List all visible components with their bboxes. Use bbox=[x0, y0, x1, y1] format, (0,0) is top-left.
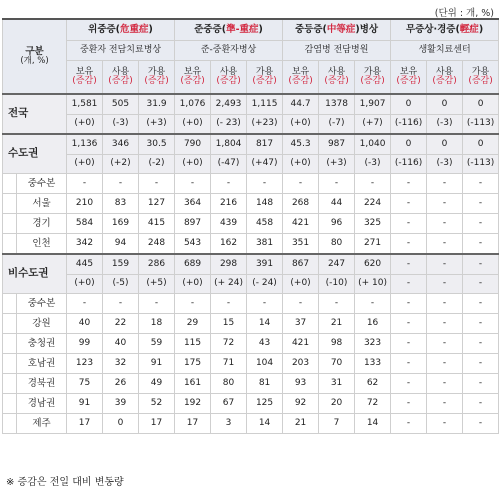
value-cell: 216 bbox=[211, 194, 247, 214]
table-row bbox=[3, 214, 499, 234]
value-cell: - bbox=[247, 294, 283, 314]
value-cell: 439 bbox=[211, 214, 247, 234]
value-cell: 30.5 bbox=[139, 134, 175, 155]
value-cell: 1,115 bbox=[247, 94, 283, 115]
row-label: 호남권 bbox=[17, 354, 67, 374]
table-row bbox=[3, 234, 499, 255]
value-cell: - bbox=[463, 294, 499, 314]
value-cell: - bbox=[463, 254, 499, 275]
table-row bbox=[3, 134, 499, 155]
value-cell: 96 bbox=[319, 214, 355, 234]
value-cell: - bbox=[319, 294, 355, 314]
value-cell: 7 bbox=[319, 414, 355, 434]
value-cell: - bbox=[463, 394, 499, 414]
value-cell: - bbox=[355, 294, 391, 314]
delta-cell: (- 24) bbox=[247, 275, 283, 294]
value-cell: - bbox=[427, 214, 463, 234]
indent-cell bbox=[3, 234, 17, 255]
delta-cell: - bbox=[391, 275, 427, 294]
delta-cell: (+0) bbox=[67, 275, 103, 294]
header-gubun: 구분 (개, %) bbox=[3, 19, 67, 94]
delta-cell: (+0) bbox=[283, 155, 319, 174]
value-cell: 72 bbox=[355, 394, 391, 414]
value-cell: - bbox=[391, 214, 427, 234]
row-label: 수도권 bbox=[3, 134, 67, 174]
header-col-in-use: 사용 (증감) bbox=[211, 61, 247, 95]
value-cell: - bbox=[175, 174, 211, 194]
delta-cell: (-5) bbox=[103, 275, 139, 294]
value-cell: - bbox=[391, 234, 427, 255]
indent-cell bbox=[3, 174, 17, 194]
value-cell: 67 bbox=[211, 394, 247, 414]
value-cell: 115 bbox=[175, 334, 211, 354]
value-cell: - bbox=[391, 314, 427, 334]
value-cell: - bbox=[427, 394, 463, 414]
delta-cell: (+47) bbox=[247, 155, 283, 174]
value-cell: - bbox=[139, 174, 175, 194]
value-cell: 80 bbox=[211, 374, 247, 394]
header-subtitle-moderate: 감염병 전담병원 bbox=[283, 41, 391, 61]
table-row bbox=[3, 334, 499, 354]
value-cell: 0 bbox=[463, 134, 499, 155]
value-cell: 104 bbox=[247, 354, 283, 374]
value-cell: - bbox=[427, 254, 463, 275]
value-cell: 790 bbox=[175, 134, 211, 155]
value-cell: - bbox=[391, 374, 427, 394]
delta-cell: (+0) bbox=[175, 275, 211, 294]
value-cell: - bbox=[67, 174, 103, 194]
value-cell: 26 bbox=[103, 374, 139, 394]
value-cell: - bbox=[427, 314, 463, 334]
value-cell: 99 bbox=[67, 334, 103, 354]
value-cell: 445 bbox=[67, 254, 103, 275]
value-cell: 584 bbox=[67, 214, 103, 234]
value-cell: 421 bbox=[283, 214, 319, 234]
table-row bbox=[3, 354, 499, 374]
value-cell: - bbox=[463, 234, 499, 255]
header-col-holding: 보유 (증감) bbox=[67, 61, 103, 95]
indent-cell bbox=[3, 354, 17, 374]
value-cell: 83 bbox=[103, 194, 139, 214]
delta-cell: - bbox=[463, 275, 499, 294]
delta-cell: (-47) bbox=[211, 155, 247, 174]
table-row bbox=[3, 94, 499, 115]
value-cell: - bbox=[463, 414, 499, 434]
table-row bbox=[3, 194, 499, 214]
value-cell: - bbox=[391, 394, 427, 414]
value-cell: 133 bbox=[355, 354, 391, 374]
value-cell: 1,076 bbox=[175, 94, 211, 115]
row-label: 경북권 bbox=[17, 374, 67, 394]
value-cell: 817 bbox=[247, 134, 283, 155]
value-cell: - bbox=[463, 194, 499, 214]
value-cell: 159 bbox=[103, 254, 139, 275]
row-label: 중수본 bbox=[17, 174, 67, 194]
row-label: 경남권 bbox=[17, 394, 67, 414]
value-cell: 59 bbox=[139, 334, 175, 354]
value-cell: 0 bbox=[427, 134, 463, 155]
value-cell: 17 bbox=[139, 414, 175, 434]
delta-cell: (-113) bbox=[463, 115, 499, 135]
header-subtitle-semi-critical: 준-중환자병상 bbox=[175, 41, 283, 61]
delta-cell: (+5) bbox=[139, 275, 175, 294]
value-cell: - bbox=[391, 194, 427, 214]
delta-cell: (+0) bbox=[175, 115, 211, 135]
value-cell: 70 bbox=[319, 354, 355, 374]
header-col-in-use: 사용 (증감) bbox=[103, 61, 139, 95]
delta-cell: (+3) bbox=[319, 155, 355, 174]
row-label: 전국 bbox=[3, 94, 67, 134]
delta-cell: (-116) bbox=[391, 155, 427, 174]
value-cell: 92 bbox=[283, 394, 319, 414]
value-cell: 620 bbox=[355, 254, 391, 275]
value-cell: 458 bbox=[247, 214, 283, 234]
delta-row bbox=[3, 155, 499, 174]
value-cell: 0 bbox=[427, 94, 463, 115]
value-cell: - bbox=[211, 174, 247, 194]
value-cell: 391 bbox=[247, 254, 283, 275]
value-cell: - bbox=[139, 294, 175, 314]
table-row bbox=[3, 254, 499, 275]
value-cell: 17 bbox=[175, 414, 211, 434]
delta-cell: (+ 10) bbox=[355, 275, 391, 294]
value-cell: 342 bbox=[67, 234, 103, 255]
indent-cell bbox=[3, 294, 17, 314]
value-cell: 18 bbox=[139, 314, 175, 334]
delta-cell: (-2) bbox=[139, 155, 175, 174]
delta-cell: (+3) bbox=[139, 115, 175, 135]
delta-cell: (+0) bbox=[67, 155, 103, 174]
header-col-available: 가용 (증감) bbox=[355, 61, 391, 95]
value-cell: - bbox=[427, 354, 463, 374]
value-cell: 169 bbox=[103, 214, 139, 234]
value-cell: 20 bbox=[319, 394, 355, 414]
delta-cell: (- 23) bbox=[211, 115, 247, 135]
value-cell: 0 bbox=[103, 414, 139, 434]
delta-cell: (-116) bbox=[391, 115, 427, 135]
row-label: 제주 bbox=[17, 414, 67, 434]
value-cell: 415 bbox=[139, 214, 175, 234]
value-cell: 689 bbox=[175, 254, 211, 275]
value-cell: 1,040 bbox=[355, 134, 391, 155]
delta-row bbox=[3, 275, 499, 294]
value-cell: 14 bbox=[355, 414, 391, 434]
value-cell: 49 bbox=[139, 374, 175, 394]
value-cell: - bbox=[67, 294, 103, 314]
value-cell: 381 bbox=[247, 234, 283, 255]
table-row bbox=[3, 374, 499, 394]
header-col-available: 가용 (증감) bbox=[463, 61, 499, 95]
value-cell: 247 bbox=[319, 254, 355, 275]
header-col-holding: 보유 (증감) bbox=[391, 61, 427, 95]
value-cell: 98 bbox=[319, 334, 355, 354]
bed-status-table bbox=[2, 18, 498, 434]
header-category-moderate: 중등증(中等症)병상 bbox=[283, 19, 391, 41]
value-cell: 323 bbox=[355, 334, 391, 354]
value-cell: - bbox=[355, 174, 391, 194]
value-cell: 987 bbox=[319, 134, 355, 155]
header-subtitle-mild: 생활치료센터 bbox=[391, 41, 499, 61]
value-cell: 224 bbox=[355, 194, 391, 214]
value-cell: 248 bbox=[139, 234, 175, 255]
value-cell: 1,581 bbox=[67, 94, 103, 115]
value-cell: 0 bbox=[463, 94, 499, 115]
value-cell: 286 bbox=[139, 254, 175, 275]
value-cell: 505 bbox=[103, 94, 139, 115]
indent-cell bbox=[3, 394, 17, 414]
value-cell: - bbox=[427, 414, 463, 434]
value-cell: 162 bbox=[211, 234, 247, 255]
indent-cell bbox=[3, 414, 17, 434]
value-cell: 351 bbox=[283, 234, 319, 255]
delta-cell: (-3) bbox=[103, 115, 139, 135]
value-cell: - bbox=[427, 174, 463, 194]
value-cell: 1378 bbox=[319, 94, 355, 115]
value-cell: 52 bbox=[139, 394, 175, 414]
value-cell: 175 bbox=[175, 354, 211, 374]
value-cell: 298 bbox=[211, 254, 247, 275]
value-cell: 37 bbox=[283, 314, 319, 334]
table-row bbox=[3, 294, 499, 314]
value-cell: 125 bbox=[247, 394, 283, 414]
value-cell: 43 bbox=[247, 334, 283, 354]
delta-cell: (+23) bbox=[247, 115, 283, 135]
row-label: 중수본 bbox=[17, 294, 67, 314]
value-cell: 21 bbox=[319, 314, 355, 334]
value-cell: 0 bbox=[391, 134, 427, 155]
value-cell: 62 bbox=[355, 374, 391, 394]
value-cell: - bbox=[463, 354, 499, 374]
value-cell: - bbox=[463, 314, 499, 334]
footnote: ※ 증감은 전일 대비 변동량 bbox=[6, 477, 124, 488]
delta-cell: (+0) bbox=[283, 115, 319, 135]
delta-cell: (-10) bbox=[319, 275, 355, 294]
value-cell: 32 bbox=[103, 354, 139, 374]
header-col-in-use: 사용 (증감) bbox=[319, 61, 355, 95]
table-row bbox=[3, 174, 499, 194]
value-cell: - bbox=[427, 294, 463, 314]
value-cell: - bbox=[427, 194, 463, 214]
table-row bbox=[3, 394, 499, 414]
value-cell: 45.3 bbox=[283, 134, 319, 155]
value-cell: 421 bbox=[283, 334, 319, 354]
indent-cell bbox=[3, 194, 17, 214]
value-cell: - bbox=[247, 174, 283, 194]
value-cell: 71 bbox=[211, 354, 247, 374]
value-cell: - bbox=[391, 254, 427, 275]
value-cell: 44.7 bbox=[283, 94, 319, 115]
row-label: 충청권 bbox=[17, 334, 67, 354]
value-cell: - bbox=[103, 174, 139, 194]
header-subtitle-critical: 중환자 전담치료병상 bbox=[67, 41, 175, 61]
value-cell: - bbox=[463, 174, 499, 194]
header-col-holding: 보유 (증감) bbox=[175, 61, 211, 95]
delta-cell: (+0) bbox=[283, 275, 319, 294]
value-cell: 325 bbox=[355, 214, 391, 234]
value-cell: 364 bbox=[175, 194, 211, 214]
row-label: 비수도권 bbox=[3, 254, 67, 294]
delta-cell: (+0) bbox=[67, 115, 103, 135]
value-cell: 44 bbox=[319, 194, 355, 214]
value-cell: 91 bbox=[139, 354, 175, 374]
header-category-semi-critical: 준중증(準-重症) bbox=[175, 19, 283, 41]
value-cell: - bbox=[463, 334, 499, 354]
value-cell: 16 bbox=[355, 314, 391, 334]
value-cell: 81 bbox=[247, 374, 283, 394]
value-cell: 1,907 bbox=[355, 94, 391, 115]
value-cell: 15 bbox=[211, 314, 247, 334]
value-cell: 192 bbox=[175, 394, 211, 414]
delta-cell: (-3) bbox=[355, 155, 391, 174]
value-cell: - bbox=[103, 294, 139, 314]
header-category-critical: 위중증(危重症) bbox=[67, 19, 175, 41]
delta-cell: (-3) bbox=[427, 155, 463, 174]
value-cell: 0 bbox=[391, 94, 427, 115]
header-col-available: 가용 (증감) bbox=[139, 61, 175, 95]
value-cell: 268 bbox=[283, 194, 319, 214]
value-cell: 203 bbox=[283, 354, 319, 374]
header-category-mild: 무증상·경증(輕症) bbox=[391, 19, 499, 41]
value-cell: 161 bbox=[175, 374, 211, 394]
value-cell: 22 bbox=[103, 314, 139, 334]
value-cell: 127 bbox=[139, 194, 175, 214]
value-cell: 75 bbox=[67, 374, 103, 394]
value-cell: 148 bbox=[247, 194, 283, 214]
row-label: 강원 bbox=[17, 314, 67, 334]
indent-cell bbox=[3, 334, 17, 354]
row-label: 인천 bbox=[17, 234, 67, 255]
value-cell: 40 bbox=[103, 334, 139, 354]
delta-cell: (-113) bbox=[463, 155, 499, 174]
value-cell: - bbox=[391, 294, 427, 314]
header-col-holding: 보유 (증감) bbox=[283, 61, 319, 95]
indent-cell bbox=[3, 314, 17, 334]
value-cell: 14 bbox=[247, 314, 283, 334]
unit-label: (단위 : 개, %) bbox=[434, 8, 494, 19]
value-cell: 271 bbox=[355, 234, 391, 255]
value-cell: 40 bbox=[67, 314, 103, 334]
value-cell: - bbox=[391, 414, 427, 434]
value-cell: 1,804 bbox=[211, 134, 247, 155]
value-cell: 346 bbox=[103, 134, 139, 155]
value-cell: 94 bbox=[103, 234, 139, 255]
value-cell: 80 bbox=[319, 234, 355, 255]
value-cell: 210 bbox=[67, 194, 103, 214]
value-cell: - bbox=[175, 294, 211, 314]
table-row bbox=[3, 414, 499, 434]
delta-cell: (+2) bbox=[103, 155, 139, 174]
row-label: 서울 bbox=[17, 194, 67, 214]
value-cell: - bbox=[427, 334, 463, 354]
value-cell: - bbox=[211, 294, 247, 314]
value-cell: - bbox=[427, 234, 463, 255]
value-cell: - bbox=[463, 214, 499, 234]
indent-cell bbox=[3, 214, 17, 234]
delta-cell: - bbox=[427, 275, 463, 294]
value-cell: - bbox=[319, 174, 355, 194]
delta-row bbox=[3, 115, 499, 135]
value-cell: 2,493 bbox=[211, 94, 247, 115]
value-cell: - bbox=[463, 374, 499, 394]
value-cell: - bbox=[427, 374, 463, 394]
value-cell: 21 bbox=[283, 414, 319, 434]
value-cell: 91 bbox=[67, 394, 103, 414]
value-cell: 39 bbox=[103, 394, 139, 414]
value-cell: 543 bbox=[175, 234, 211, 255]
value-cell: - bbox=[283, 294, 319, 314]
value-cell: - bbox=[283, 174, 319, 194]
value-cell: 29 bbox=[175, 314, 211, 334]
delta-cell: (+ 24) bbox=[211, 275, 247, 294]
indent-cell bbox=[3, 374, 17, 394]
header-col-in-use: 사용 (증감) bbox=[427, 61, 463, 95]
delta-cell: (-7) bbox=[319, 115, 355, 135]
value-cell: - bbox=[391, 354, 427, 374]
value-cell: 123 bbox=[67, 354, 103, 374]
value-cell: 17 bbox=[67, 414, 103, 434]
value-cell: 867 bbox=[283, 254, 319, 275]
value-cell: 3 bbox=[211, 414, 247, 434]
delta-cell: (-3) bbox=[427, 115, 463, 135]
value-cell: 1,136 bbox=[67, 134, 103, 155]
value-cell: - bbox=[391, 334, 427, 354]
value-cell: 72 bbox=[211, 334, 247, 354]
table-row bbox=[3, 314, 499, 334]
value-cell: 897 bbox=[175, 214, 211, 234]
value-cell: 93 bbox=[283, 374, 319, 394]
delta-cell: (+0) bbox=[175, 155, 211, 174]
delta-cell: (+7) bbox=[355, 115, 391, 135]
row-label: 경기 bbox=[17, 214, 67, 234]
value-cell: 14 bbox=[247, 414, 283, 434]
value-cell: 31.9 bbox=[139, 94, 175, 115]
header-col-available: 가용 (증감) bbox=[247, 61, 283, 95]
value-cell: - bbox=[391, 174, 427, 194]
value-cell: 31 bbox=[319, 374, 355, 394]
